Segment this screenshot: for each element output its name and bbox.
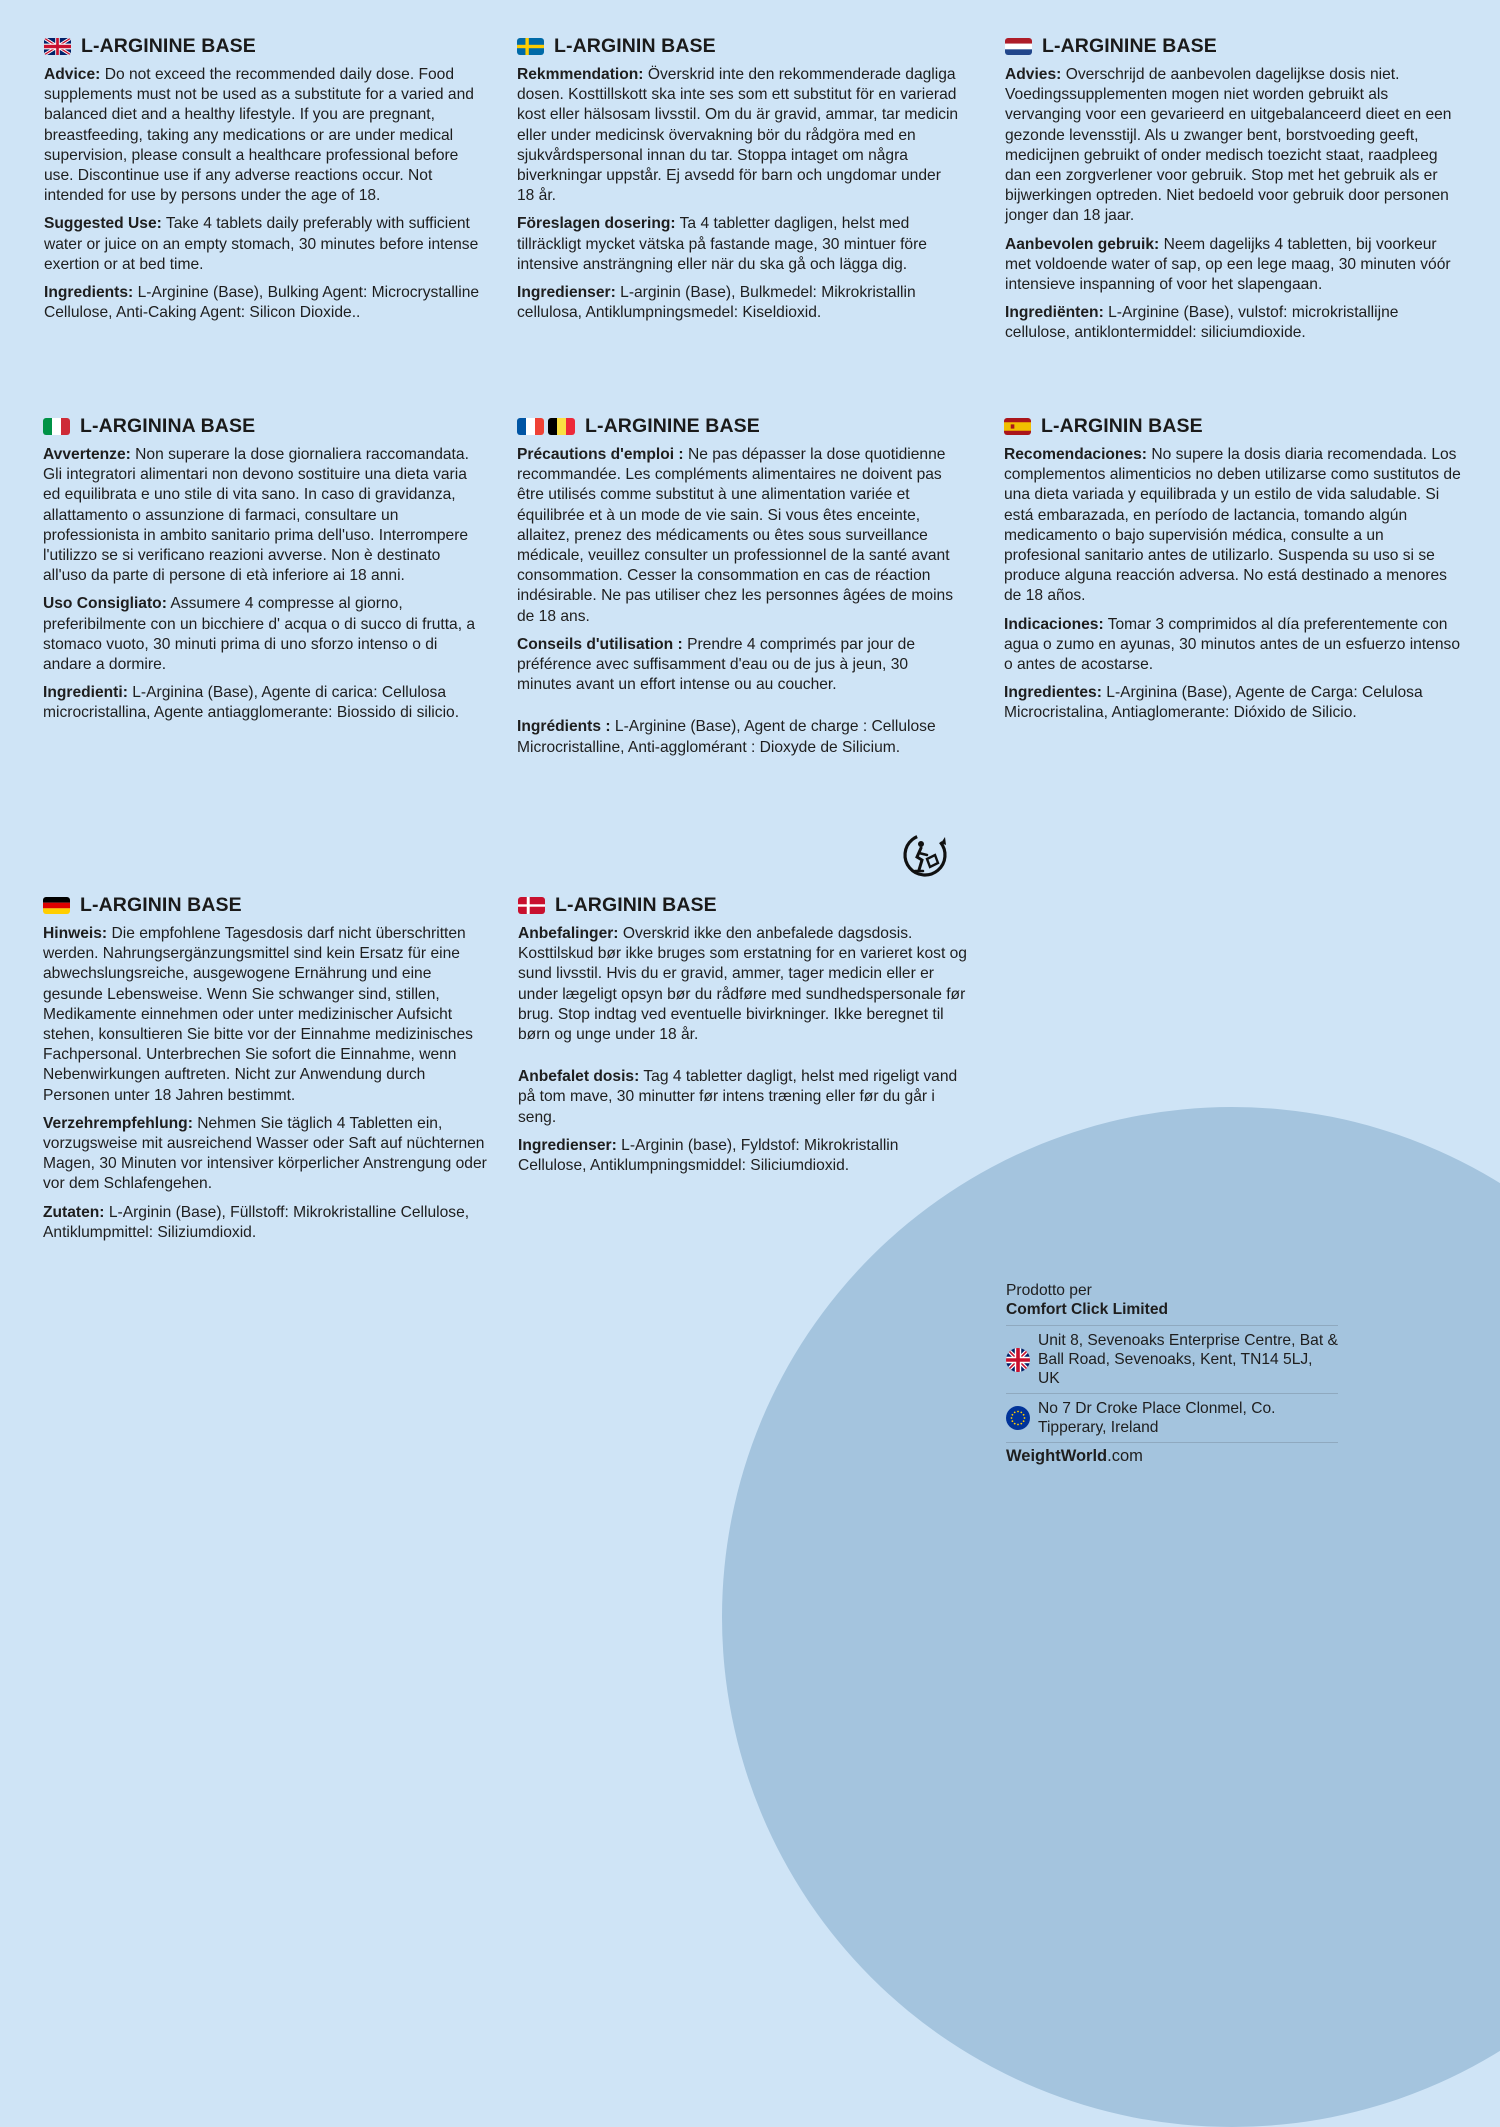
address-ie-text: No 7 Dr Croke Place Clonmel, Co. Tipperary, Ireland bbox=[1038, 1400, 1276, 1436]
section-header bbox=[43, 414, 483, 438]
ingredients-text: L-Arginina (Base), Agente di carica: Cellulosa microcristallina, Agente antiagglomerante: Biossido di silicio. bbox=[43, 684, 460, 722]
ingredients-text: L-arginin (Base), Bulkmedel: Mikrokristallin cellulosa, Antiklumpningsmedel: Kiseldioxid. bbox=[517, 284, 916, 322]
advice-paragraph bbox=[43, 924, 488, 1106]
section-fr bbox=[517, 414, 962, 766]
advice-label: Advies: bbox=[1005, 66, 1062, 83]
belgium-flag-icon bbox=[548, 418, 575, 435]
advice-paragraph bbox=[1004, 445, 1464, 607]
uk-flag-icon bbox=[1006, 1348, 1030, 1372]
advice-paragraph bbox=[518, 924, 968, 1045]
use-paragraph bbox=[517, 635, 962, 696]
ingredients-label: Ingrédients : bbox=[517, 718, 611, 736]
advice-text: Overskrid ikke den anbefalede dagsdosis. Kosttilskud bør ikke bruges som erstatning for en varieret kost og sund livsstil. Hvis du er gravid, ammer, tager medicin eller er under lægeligt opsyn bør du rådføre med sundhedspersonale før brug. Stop indtag ved eventuelle bivirkninger. Ikke beregnet til børn og unge under 18 år. bbox=[518, 925, 967, 1044]
ingredients-text: L-Arginin (Base), Füllstoff: Mikrokristalline Cellulose, Antiklumpmittel: Siliziumdioxid. bbox=[43, 1203, 470, 1241]
ingredients-label: Ingredients: bbox=[44, 284, 134, 302]
section-title: L-ARGININ BASE bbox=[1041, 414, 1203, 437]
advice-text: Die empfohlene Tagesdosis darf nicht überschritten werden. Nahrungsergänzungsmittel sind kein Ersatz für eine abwechslungsreiche, ausgewogene Ernährung und eine gesunde Lebensweise. Wenn Sie schwanger sind, stillen, Medikamente einnehmen oder unter medizinischer Aufsicht stehen, konsultieren Sie bitte vor der Einnahme medizinisches Fachpersonal. Unterbrechen Sie sofort die Einnahme, wenn Nebenwirkungen auftreten. Nicht zur Anwendung durch Personen unter 18 Jahren bestimmt. bbox=[43, 925, 473, 1104]
advice-text: Överskrid inte den rekommenderade dagliga dosen. Kosttillskott ska inte ses som ett substitut för en varierad kost eller hälsosam livsstil. Om du är gravid, ammar, tar medicin eller under medicinsk övervakning bör du rådgöra med en sjukvårdspersonal innan du tar. Stoppa intaget om några biverkningar uppstår. Ej avsedd för barn och ungdomar under 18 år. bbox=[517, 66, 959, 205]
use-label: Conseils d'utilisation : bbox=[517, 635, 683, 653]
advice-text: Ne pas dépasser la dose quotidienne recommandée. Les compléments alimentaires ne doivent pas être utilisés comme substitut à une alimentation variée et équilibrée et à un mode de vie sain. Si vous êtes enceinte, allaitez, prenez des médicaments ou êtes sous surveillance médicale, veuillez consulter un professionnel de la santé avant consommation. Cesser la consommation en cas de réaction indésirable. Ne pas utiliser chez les personnes âgées de moins de 18 ans. bbox=[517, 446, 954, 625]
section-title: L-ARGININE BASE bbox=[585, 414, 760, 437]
ingredients-label: Zutaten: bbox=[43, 1203, 105, 1221]
ingredients-paragraph bbox=[1004, 683, 1464, 723]
advice-label: Recomendaciones: bbox=[1004, 446, 1147, 463]
use-text: Tomar 3 comprimidos al día preferentemente con agua o zumo en ayunas, 30 minutos antes de un esfuerzo intenso o antes de acostarse. bbox=[1004, 615, 1460, 674]
advice-label: Advice: bbox=[44, 66, 101, 83]
ingredients-label: Ingredienser: bbox=[517, 284, 616, 302]
use-label: Föreslagen dosering: bbox=[517, 215, 676, 233]
company-name: Comfort Click Limited bbox=[1006, 1301, 1169, 1318]
ingredients-paragraph bbox=[518, 1136, 968, 1176]
advice-paragraph bbox=[517, 445, 962, 627]
advice-label: Avvertenze: bbox=[43, 446, 131, 463]
website bbox=[1006, 1442, 1338, 1466]
website-brand: WeightWorld bbox=[1006, 1447, 1108, 1465]
use-text: Assumere 4 compresse al giorno, preferibilmente con un bicchiere d' acqua o di succo di frutta, a stomaco vuoto, 30 minuti prima di uno sforzo intenso o di andare a dormire. bbox=[43, 595, 476, 674]
background-circle bbox=[722, 1107, 1500, 2127]
manufacturer-info bbox=[1006, 1281, 1338, 1466]
ingredients-paragraph bbox=[1005, 303, 1460, 343]
section-it bbox=[43, 414, 483, 732]
section-title: L-ARGININE BASE bbox=[81, 34, 256, 57]
advice-label: Anbefalinger: bbox=[518, 925, 619, 942]
address-ie bbox=[1006, 1393, 1338, 1442]
use-label: Indicaciones: bbox=[1004, 615, 1104, 633]
section-uk bbox=[44, 34, 484, 331]
website-tld: .com bbox=[1107, 1447, 1143, 1465]
ingredients-label: Ingredientes: bbox=[1004, 684, 1102, 702]
use-label: Anbefalet dosis: bbox=[518, 1068, 640, 1086]
ingredients-text: L-Arginin (base), Fyldstof: Mikrokristallin Cellulose, Antiklumpningsmiddel: Siliciumdioxid. bbox=[518, 1136, 899, 1175]
section-header bbox=[1004, 414, 1464, 438]
ingredients-text: L-Arginina (Base), Agente de Carga: Celulosa Microcristalina, Antiaglomerante: Dióxido de Silicio. bbox=[1004, 684, 1423, 722]
advice-paragraph bbox=[44, 65, 484, 206]
germany-flag-icon bbox=[43, 897, 70, 914]
ingredients-text: L-Arginine (Base), Bulking Agent: Microcrystalline Cellulose, Anti-Caking Agent: Silicon Dioxide.. bbox=[44, 284, 480, 322]
section-title: L-ARGININ BASE bbox=[554, 34, 716, 57]
triman-recycling-icon bbox=[901, 831, 949, 879]
address-uk-text: Unit 8, Sevenoaks Enterprise Centre, Bat & Ball Road, Sevenoaks, Kent, TN14 5LJ, UK bbox=[1038, 1332, 1338, 1387]
use-text: Prendre 4 comprimés par jour de préférence avec suffisamment d'eau ou de jus à jeun, 30 minutes avant un effort intense ou au coucher. bbox=[517, 635, 916, 694]
use-label: Aanbevolen gebruik: bbox=[1005, 235, 1160, 253]
use-label: Verzehrempfehlung: bbox=[43, 1114, 193, 1132]
ingredients-text: L-Arginine (Base), Agent de charge : Cellulose Microcristalline, Anti-agglomérant : Dioxyde de Silicium. bbox=[517, 718, 936, 756]
ingredients-paragraph bbox=[44, 283, 484, 323]
use-paragraph bbox=[1005, 235, 1460, 296]
use-paragraph bbox=[517, 214, 962, 275]
section-es bbox=[1004, 414, 1464, 732]
section-dk bbox=[518, 893, 968, 1184]
ingredients-label: Ingredienti: bbox=[43, 684, 128, 702]
use-paragraph bbox=[1004, 615, 1464, 676]
advice-label: Précautions d'emploi : bbox=[517, 446, 684, 463]
advice-text: Overschrijd de aanbevolen dagelijkse dosis niet. Voedingssupplementen mogen niet worden gebruikt als vervanging voor een gevarieerd en uitgebalanceerd dieet en een gezonde levensstijl. Als u zwanger bent, borstvoeding geeft, medicijnen gebruikt of onder medisch toezicht staat, raadpleeg dan een zorgverlener voor gebruik. Stop met het gebruik als er bijwerkingen optreden. Niet bedoeld voor gebruik door personen jonger dan 18 jaar. bbox=[1005, 66, 1452, 225]
section-de bbox=[43, 893, 488, 1251]
address-uk bbox=[1006, 1325, 1338, 1393]
advice-paragraph bbox=[43, 445, 483, 586]
use-text: Neem dagelijks 4 tabletten, bij voorkeur met voldoende water of sap, op een lege maag, 30 minuten vóór intensieve inspanning of voor het slapengaan. bbox=[1005, 235, 1451, 294]
sweden-flag-icon bbox=[517, 38, 544, 55]
ingredients-label: Ingrediënten: bbox=[1005, 304, 1104, 322]
france-flag-icon bbox=[517, 418, 544, 435]
use-text: Nehmen Sie täglich 4 Tabletten ein, vorzugsweise mit ausreichend Wasser oder Saft auf nüchternen Magen, 30 Minuten vor intensiver körperlicher Anstrengung oder vor dem Schlafengehen. bbox=[43, 1114, 487, 1193]
use-text: Ta 4 tabletter dagligen, helst med tillräckligt mycket vätska på fastande mage, 30 mintuer före intensive ansträngning eller när du ska gå och lägga dig. bbox=[517, 215, 927, 273]
section-title: L-ARGININE BASE bbox=[1042, 34, 1217, 57]
advice-text: Non superare la dose giornaliera raccomandata. Gli integratori alimentari non devono sostituire una dieta varia ed equilibrata e uno stile di vita sano. In caso di gravidanza, allattamento o assunzione di farmaci, consultare un professionista in ambito sanitario prima dell'uso. Interrompere l'utilizzo se si verificano reazioni avverse. Non è destinato all'uso da parte di persone di età inferiore ai 18 anni. bbox=[43, 446, 469, 585]
advice-label: Rekmmendation: bbox=[517, 66, 644, 83]
denmark-flag-icon bbox=[518, 897, 545, 914]
produced-by-label: Prodotto per bbox=[1006, 1282, 1092, 1299]
spain-flag-icon bbox=[1004, 418, 1031, 435]
use-text: Tag 4 tabletter dagligt, helst med rigeligt vand på tom mave, 30 minutter før intens træning eller før du går i seng. bbox=[518, 1068, 958, 1126]
use-text: Take 4 tablets daily preferably with sufficient water or juice on an empty stomach, 30 minutes before intense exertion or at bed time. bbox=[44, 215, 479, 273]
ingredients-text: L-Arginine (Base), vulstof: microkristallijne cellulose, antiklontermiddel: siliciumdioxide. bbox=[1005, 304, 1399, 342]
use-label: Suggested Use: bbox=[44, 215, 162, 233]
ingredients-paragraph bbox=[43, 683, 483, 723]
eu-flag-icon bbox=[1006, 1406, 1030, 1430]
section-header bbox=[1005, 34, 1460, 58]
ingredients-paragraph bbox=[517, 717, 962, 757]
use-paragraph bbox=[43, 1114, 488, 1195]
advice-text: Do not exceed the recommended daily dose. Food supplements must not be used as a substitute for a varied and balanced diet and a healthy lifestyle. If you are pregnant, breastfeeding, taking any medications or are under medical supervision, please consult a healthcare professional before use. Discontinue use if any adverse reactions occur. Not intended for use by persons under the age of 18. bbox=[44, 66, 474, 205]
section-header bbox=[517, 414, 962, 438]
section-title: L-ARGININ BASE bbox=[80, 893, 242, 916]
italy-flag-icon bbox=[43, 418, 70, 435]
advice-text: No supere la dosis diaria recomendada. Los complementos alimenticios no deben utilizarse como sustitutos de una dieta variada y equilibrada y un estilo de vida saludable. Si está embarazada, en período de lactancia, tomando algún medicamento o bajo supervisión médica, consulte a un profesional sanitario antes de utilizarlo. Suspenda su uso si se produce alguna reacción adversa. No está destinado a menores de 18 años. bbox=[1004, 446, 1461, 605]
use-paragraph bbox=[44, 214, 484, 275]
section-header bbox=[517, 34, 962, 58]
advice-paragraph bbox=[517, 65, 962, 206]
section-header bbox=[43, 893, 488, 917]
section-title: L-ARGININ BASE bbox=[555, 893, 717, 916]
section-nl bbox=[1005, 34, 1460, 352]
ingredients-label: Ingredienser: bbox=[518, 1136, 617, 1154]
section-header bbox=[44, 34, 484, 58]
ingredients-paragraph bbox=[517, 283, 962, 323]
ingredients-paragraph bbox=[43, 1203, 488, 1243]
use-paragraph bbox=[518, 1067, 968, 1128]
advice-paragraph bbox=[1005, 65, 1460, 227]
advice-label: Hinweis: bbox=[43, 925, 108, 942]
section-header bbox=[518, 893, 968, 917]
uk-flag-icon bbox=[44, 38, 71, 55]
use-paragraph bbox=[43, 594, 483, 675]
section-title: L-ARGININA BASE bbox=[80, 414, 256, 437]
netherlands-flag-icon bbox=[1005, 38, 1032, 55]
use-label: Uso Consigliato: bbox=[43, 595, 167, 613]
section-se bbox=[517, 34, 962, 331]
